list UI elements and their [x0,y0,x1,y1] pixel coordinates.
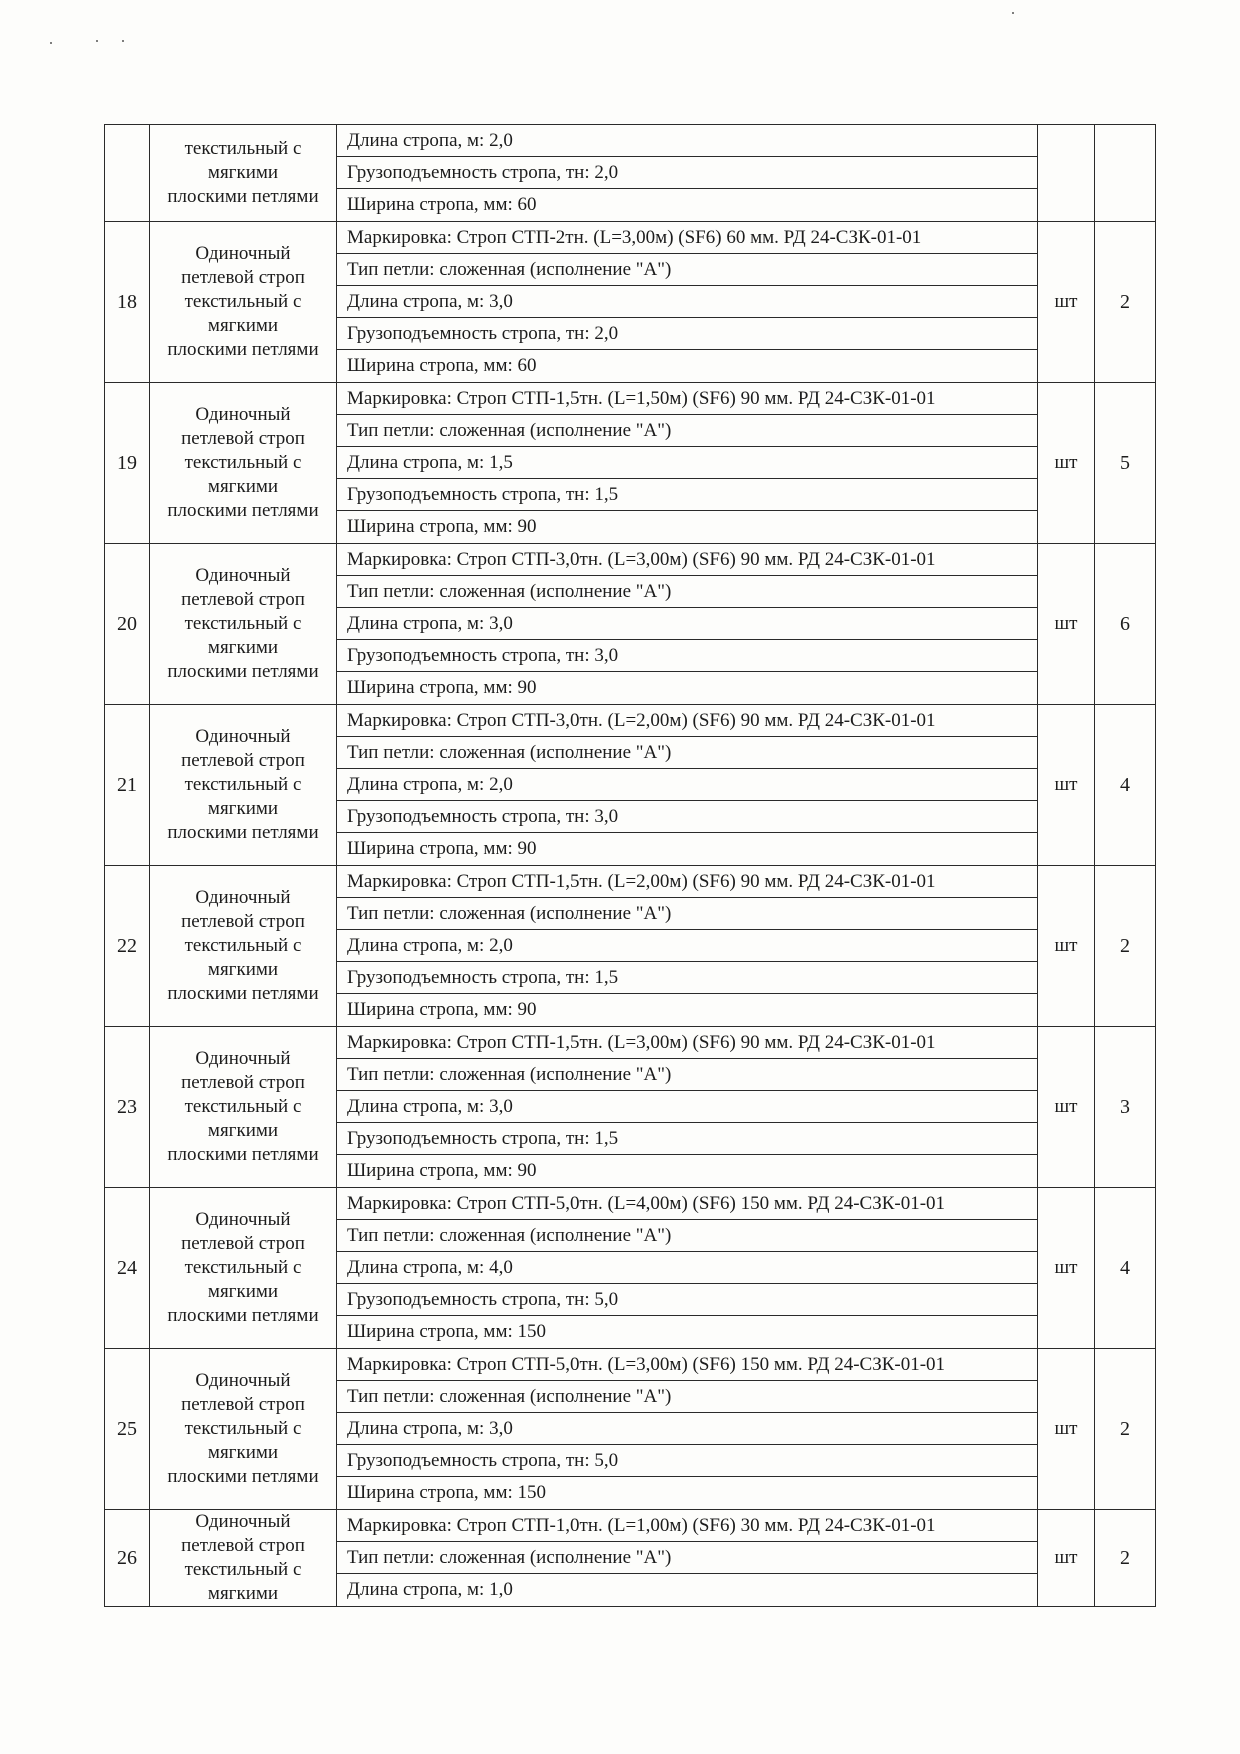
spec-line: Грузоподъемность стропа, тн: 1,5 [337,962,1037,994]
spec-line: Грузоподъемность стропа, тн: 1,5 [337,479,1037,511]
quantity-cell: 2 [1095,222,1156,383]
spec-line: Тип петли: сложенная (исполнение "А") [337,898,1037,930]
spec-line: Грузоподъемность стропа, тн: 2,0 [337,157,1037,189]
item-specs-cell [337,1349,1038,1510]
item-specs-cell [337,125,1038,222]
item-name-line: мягкими [207,798,279,819]
table-row [105,222,1156,383]
item-name-cell [150,1510,337,1607]
item-name-line: петлевой строп [181,267,305,288]
item-name-line: Одиночный [195,1511,291,1532]
unit-cell: шт [1038,1027,1095,1188]
spec-line: Маркировка: Строп СТП-1,0тн. (L=1,00м) (SF6) 30 мм. РД 24-СЗК-01-01 [337,1510,1037,1542]
item-name-line: плоскими петлями [167,339,319,360]
item-name-cell [150,1027,337,1188]
unit-cell: шт [1038,1510,1095,1607]
item-name-line: плоскими петлями [167,822,319,843]
row-number-cell: 25 [105,1349,150,1510]
item-name-cell [150,1349,337,1510]
item-specs-cell [337,866,1038,1027]
unit-cell: шт [1038,222,1095,383]
item-name-line: текстильный с [184,1418,302,1439]
item-specs-cell [337,544,1038,705]
item-name-line: Одиночный [195,887,291,908]
spec-line: Ширина стропа, мм: 90 [347,999,537,1020]
item-name-line: Одиночный [195,243,291,264]
quantity-cell: 2 [1095,1510,1156,1607]
item-name-line: плоскими петлями [167,186,319,207]
item-name-line: плоскими петлями [167,1144,319,1165]
item-specs-cell [337,1510,1038,1607]
item-name-line: мягкими [207,959,279,980]
item-name-line: мягкими [207,1120,279,1141]
unit-cell: шт [1038,866,1095,1027]
spec-line: Тип петли: сложенная (исполнение "А") [337,737,1037,769]
item-name-line: мягкими [207,476,279,497]
unit-cell: шт [1038,383,1095,544]
item-name-line: плоскими петлями [167,500,319,521]
spec-line: Маркировка: Строп СТП-3,0тн. (L=2,00м) (SF6) 90 мм. РД 24-СЗК-01-01 [337,705,1037,737]
quantity-cell: 4 [1095,705,1156,866]
item-name-line: плоскими петлями [167,1466,319,1487]
item-name-line: текстильный с [184,613,302,634]
table-row [105,1349,1156,1510]
unit-cell: шт [1038,544,1095,705]
item-name-line: текстильный с [184,452,302,473]
spec-line: Грузоподъемность стропа, тн: 3,0 [337,801,1037,833]
quantity-cell: 2 [1095,866,1156,1027]
item-name-cell [150,222,337,383]
item-name-line: Одиночный [195,565,291,586]
item-name-cell [150,125,337,222]
row-number-cell: 20 [105,544,150,705]
item-name-line: текстильный с [184,1096,302,1117]
spec-line: Маркировка: Строп СТП-2тн. (L=3,00м) (SF6) 60 мм. РД 24-СЗК-01-01 [337,222,1037,254]
quantity-cell [1095,125,1156,222]
item-name-line: плоскими петлями [167,1305,319,1326]
spec-line: Длина стропа, м: 3,0 [337,608,1037,640]
item-specs-cell [337,383,1038,544]
item-name-cell [150,383,337,544]
spec-line: Ширина стропа, мм: 90 [347,516,537,537]
item-name-line: Одиночный [195,1048,291,1069]
table-row [105,1510,1156,1607]
spec-line: Тип петли: сложенная (исполнение "А") [337,1059,1037,1091]
spec-line: Маркировка: Строп СТП-3,0тн. (L=3,00м) (SF6) 90 мм. РД 24-СЗК-01-01 [337,544,1037,576]
item-name-line: мягкими [207,1583,279,1604]
spec-line: Грузоподъемность стропа, тн: 1,5 [337,1123,1037,1155]
row-number-cell: 18 [105,222,150,383]
table-row [105,544,1156,705]
specification-table-body [105,125,1156,1607]
item-name-line: мягкими [207,1442,279,1463]
item-name-line: плоскими петлями [167,983,319,1004]
spec-line: Длина стропа, м: 2,0 [337,769,1037,801]
spec-line: Маркировка: Строп СТП-1,5тн. (L=3,00м) (SF6) 90 мм. РД 24-СЗК-01-01 [337,1027,1037,1059]
spec-line: Длина стропа, м: 1,5 [337,447,1037,479]
spec-line: Ширина стропа, мм: 60 [347,194,537,215]
item-name-line: мягкими [207,1281,279,1302]
spec-line: Ширина стропа, мм: 90 [347,1160,537,1181]
table-row [105,866,1156,1027]
spec-line: Длина стропа, м: 3,0 [337,286,1037,318]
item-name-line: петлевой строп [181,1072,305,1093]
item-name-line: мягкими [207,315,279,336]
item-name-line: текстильный с [184,138,302,159]
item-name-line: Одиночный [195,404,291,425]
item-name-line: текстильный с [184,935,302,956]
item-name-line: текстильный с [184,291,302,312]
spec-line: Длина стропа, м: 3,0 [337,1413,1037,1445]
table-row [105,1188,1156,1349]
item-name-line: Одиночный [195,726,291,747]
spec-line: Ширина стропа, мм: 150 [347,1482,546,1503]
quantity-cell: 5 [1095,383,1156,544]
item-name-cell [150,705,337,866]
quantity-cell: 6 [1095,544,1156,705]
item-name-line: мягкими [207,637,279,658]
spec-line: Маркировка: Строп СТП-1,5тн. (L=2,00м) (SF6) 90 мм. РД 24-СЗК-01-01 [337,866,1037,898]
item-name-cell [150,1188,337,1349]
item-name-line: петлевой строп [181,750,305,771]
row-number-cell: 23 [105,1027,150,1188]
item-name-line: текстильный с [184,774,302,795]
spec-line: Ширина стропа, мм: 90 [347,677,537,698]
spec-line: Маркировка: Строп СТП-5,0тн. (L=3,00м) (SF6) 150 мм. РД 24-СЗК-01-01 [337,1349,1037,1381]
item-name-line: петлевой строп [181,428,305,449]
unit-cell: шт [1038,1349,1095,1510]
row-number-cell [105,125,150,222]
spec-line: Тип петли: сложенная (исполнение "А") [337,576,1037,608]
spec-line: Длина стропа, м: 4,0 [337,1252,1037,1284]
item-specs-cell [337,1027,1038,1188]
item-specs-cell [337,705,1038,866]
item-name-line: Одиночный [195,1209,291,1230]
row-number-cell: 26 [105,1510,150,1607]
spec-line: Тип петли: сложенная (исполнение "А") [337,1542,1037,1574]
spec-line: Длина стропа, м: 1,0 [347,1579,513,1600]
row-number-cell: 22 [105,866,150,1027]
spec-line: Грузоподъемность стропа, тн: 3,0 [337,640,1037,672]
table-row [105,1027,1156,1188]
spec-line: Грузоподъемность стропа, тн: 5,0 [337,1284,1037,1316]
spec-line: Ширина стропа, мм: 150 [347,1321,546,1342]
item-name-line: плоскими петлями [167,661,319,682]
item-name-cell [150,544,337,705]
spec-line: Тип петли: сложенная (исполнение "А") [337,415,1037,447]
table-row [105,705,1156,866]
item-name-line: Одиночный [195,1370,291,1391]
row-number-cell: 21 [105,705,150,866]
unit-cell: шт [1038,1188,1095,1349]
item-name-line: петлевой строп [181,911,305,932]
spec-line: Тип петли: сложенная (исполнение "А") [337,1220,1037,1252]
quantity-cell: 3 [1095,1027,1156,1188]
spec-line: Грузоподъемность стропа, тн: 5,0 [337,1445,1037,1477]
spec-line: Длина стропа, м: 3,0 [337,1091,1037,1123]
table-row [105,383,1156,544]
spec-line: Маркировка: Строп СТП-5,0тн. (L=4,00м) (SF6) 150 мм. РД 24-СЗК-01-01 [337,1188,1037,1220]
spec-line: Грузоподъемность стропа, тн: 2,0 [337,318,1037,350]
spec-line: Тип петли: сложенная (исполнение "А") [337,1381,1037,1413]
row-number-cell: 19 [105,383,150,544]
quantity-cell: 4 [1095,1188,1156,1349]
row-number-cell: 24 [105,1188,150,1349]
spec-line: Маркировка: Строп СТП-1,5тн. (L=1,50м) (SF6) 90 мм. РД 24-СЗК-01-01 [337,383,1037,415]
item-name-line: петлевой строп [181,1535,305,1556]
item-name-line: петлевой строп [181,1233,305,1254]
item-name-line: петлевой строп [181,589,305,610]
specification-table [104,124,1156,1607]
quantity-cell: 2 [1095,1349,1156,1510]
unit-cell: шт [1038,705,1095,866]
spec-line: Тип петли: сложенная (исполнение "А") [337,254,1037,286]
item-name-line: текстильный с [184,1257,302,1278]
item-name-cell [150,866,337,1027]
item-name-line: текстильный с [184,1559,302,1580]
item-specs-cell [337,1188,1038,1349]
table-row [105,125,1156,222]
item-specs-cell [337,222,1038,383]
spec-line: Длина стропа, м: 2,0 [337,125,1037,157]
spec-line: Ширина стропа, мм: 90 [347,838,537,859]
item-name-line: мягкими [207,162,279,183]
unit-cell [1038,125,1095,222]
item-name-line: петлевой строп [181,1394,305,1415]
spec-line: Ширина стропа, мм: 60 [347,355,537,376]
spec-line: Длина стропа, м: 2,0 [337,930,1037,962]
